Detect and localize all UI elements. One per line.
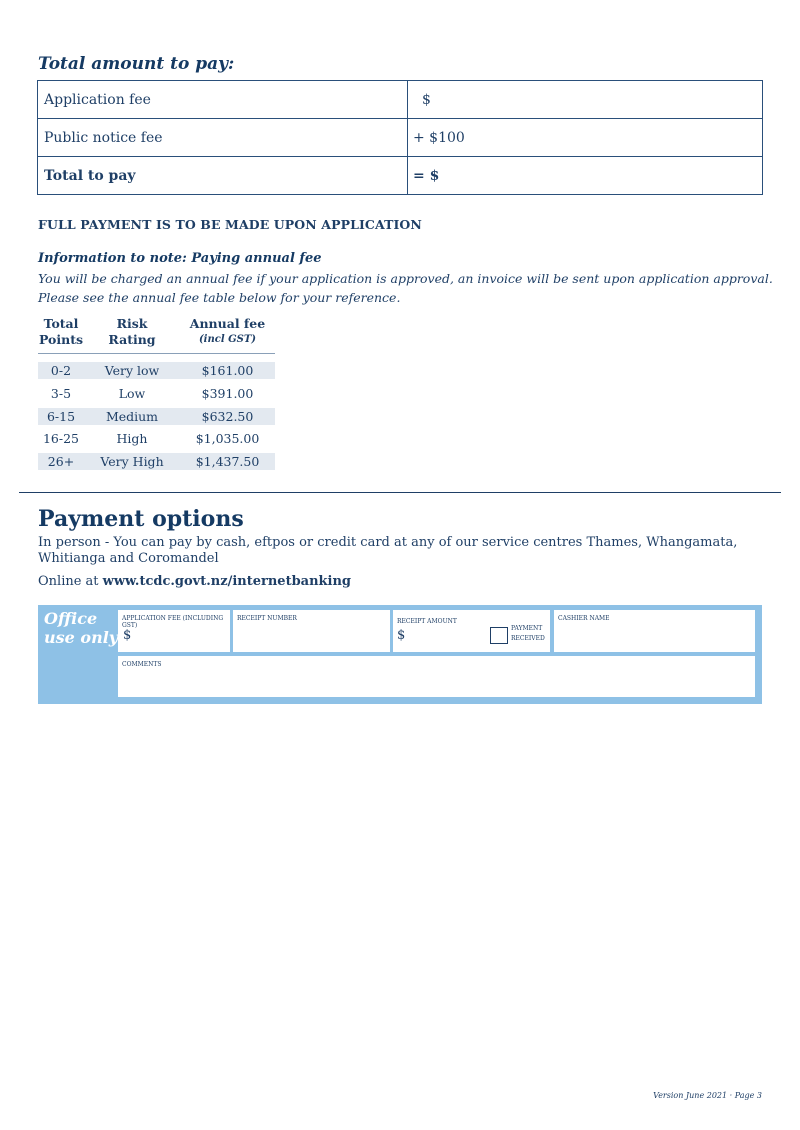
online-banking-link[interactable]: www.tcdc.govt.nz/internetbanking <box>102 574 352 589</box>
header-annual-fee <box>180 316 275 353</box>
header-total-points <box>38 316 84 353</box>
application-fee-amount[interactable]: $ <box>408 81 763 119</box>
comments-caption: COMMENTS <box>122 661 162 668</box>
points-cell: 26+ <box>47 454 75 470</box>
points-cell: 0-2 <box>50 363 72 378</box>
office-use-panel <box>38 605 762 704</box>
rating-cell: High <box>116 431 148 447</box>
online-payment-text <box>38 574 758 590</box>
public-notice-fee-label: Public notice fee <box>38 119 408 157</box>
total-to-pay-amount[interactable]: = $ <box>408 157 763 195</box>
header-text: Rating <box>108 332 156 347</box>
header-text: Total <box>43 316 79 331</box>
table-row <box>38 119 763 157</box>
table-row <box>38 157 763 195</box>
rating-cell: Low <box>118 385 146 401</box>
receipt-amount-caption: RECEIPT AMOUNT <box>397 618 457 625</box>
points-cell: 6-15 <box>46 408 76 424</box>
application-fee-caption: APPLICATION FEE (INCLUDING GST) <box>122 615 224 629</box>
fee-cell: $161.00 <box>201 363 254 378</box>
fee-cell: $632.50 <box>201 408 254 424</box>
points-cell: 3-5 <box>50 385 72 401</box>
cashier-name-box[interactable] <box>554 610 755 652</box>
table-row <box>38 430 275 447</box>
application-fee-dollar: $ <box>123 628 132 643</box>
annual-fee-table <box>38 316 275 476</box>
rating-cell: Very low <box>104 363 160 378</box>
application-fee-box[interactable] <box>118 610 230 652</box>
annual-fee-note-line2: Please see the annual fee table below for your reference. <box>38 290 401 305</box>
payment-received-caption-line1: PAYMENT <box>511 625 543 632</box>
page-footer: Version June 2021 · Page 3 <box>653 1091 762 1100</box>
office-use-label-line2: use only <box>44 628 119 647</box>
receipt-amount-box[interactable] <box>393 610 550 652</box>
office-use-label-line1: Office <box>44 609 98 628</box>
fee-cell: $391.00 <box>201 385 254 401</box>
section-divider <box>19 492 781 493</box>
fee-cell: $1,035.00 <box>195 431 260 447</box>
payment-received-caption <box>511 624 545 644</box>
table-row <box>38 81 763 119</box>
full-payment-notice: FULL PAYMENT IS TO BE MADE UPON APPLICATION <box>38 217 422 232</box>
annual-fee-heading: Information to note: Paying annual fee <box>38 251 322 266</box>
total-amount-heading: Total amount to pay: <box>38 54 235 74</box>
payment-options-heading: Payment options <box>38 506 244 532</box>
table-row <box>38 362 275 379</box>
rating-cell: Medium <box>105 408 159 424</box>
table-row <box>38 385 275 402</box>
receipt-number-caption: RECEIPT NUMBER <box>237 615 297 622</box>
in-person-payment-text: In person - You can pay by cash, eftpos or credit card at any of our service centres Thames, Whangamata, Whitianga and Coromandel <box>38 535 738 566</box>
fee-cell: $1,437.50 <box>195 454 260 470</box>
application-fee-label: Application fee <box>38 81 408 119</box>
rating-cell: Very High <box>100 454 164 470</box>
receipt-number-box[interactable] <box>233 610 390 652</box>
header-subtext: (incl GST) <box>198 334 257 345</box>
table-row <box>38 408 275 425</box>
header-text: Points <box>38 332 84 347</box>
header-risk-rating <box>84 316 180 353</box>
payment-received-caption-line2: RECEIVED <box>511 635 545 642</box>
annual-fee-table-header <box>38 316 275 354</box>
fee-table <box>37 80 763 195</box>
table-row <box>38 453 275 470</box>
office-use-label <box>44 609 118 647</box>
receipt-amount-dollar: $ <box>397 628 406 643</box>
header-text: Annual fee <box>189 316 266 331</box>
online-prefix: Online at <box>38 574 103 589</box>
points-cell: 16-25 <box>42 431 80 447</box>
header-text: Risk <box>116 316 148 331</box>
cashier-name-caption: CASHIER NAME <box>558 615 610 622</box>
payment-received-checkbox[interactable] <box>490 627 508 644</box>
public-notice-fee-amount: + $100 <box>408 119 763 157</box>
total-to-pay-label: Total to pay <box>38 157 408 195</box>
annual-fee-note-line1: You will be charged an annual fee if your application is approved, an invoice will be sent upon application approval. <box>38 271 773 286</box>
comments-box[interactable] <box>118 656 755 697</box>
